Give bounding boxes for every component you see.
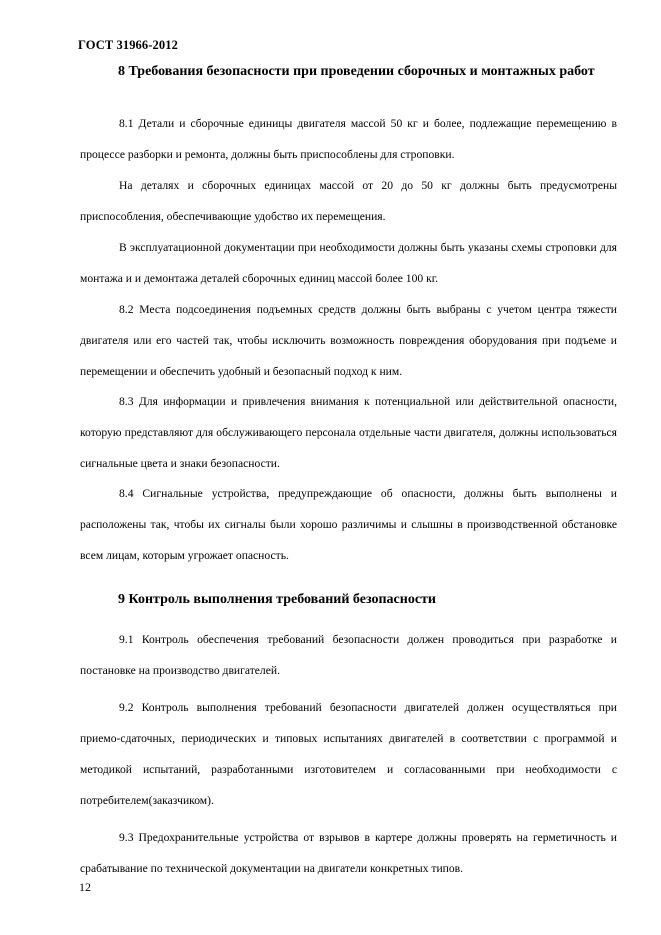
paragraph-8-3: 8.3 Для информации и привлечения внимания к потенциальной или действительной опасности, которую представляют для обслуживающего персонала отдельные части двигателя, должны использоваться сигнальные цвета и знаки безопасности.: [80, 395, 617, 470]
paragraph-8-4: 8.4 Сигнальные устройства, предупреждающие об опасности, должны быть выполнены и расположены так, чтобы их сигналы были хорошо различимы и слышны в производственной обстановке всем лицам, которым угрожает опасность.: [80, 487, 617, 562]
paragraph-9-3: 9.3 Предохранительные устройства от взрывов в картере должны проверять на герметичность и срабатывание по технической документации на двигатели конкретных типов.: [80, 831, 617, 875]
paragraph-9-1: 9.1 Контроль обеспечения требований безопасности должен проводиться при разработке и постановке на производство двигателей.: [80, 633, 617, 677]
paragraph-8-1-c: В эксплуатационной документации при необходимости должны быть указаны схемы строповки для монтажа и и демонтажа деталей сборочных единиц массой более 100 кг.: [80, 241, 617, 285]
paragraph-8-1: 8.1 Детали и сборочные единицы двигателя массой 50 кг и более, подлежащие перемещению в процессе разборки и ремонта, должны быть приспособлены для строповки.: [80, 117, 617, 161]
section-8-heading: 8 Требования безопасности при проведении сборочных и монтажных работ: [118, 64, 595, 79]
paragraph-9-2: 9.2 Контроль выполнения требований безопасности двигателей должен осуществляться при приемо-сдаточных, периодических и типовых испытаниях двигателей в соответствии с программой и методикой испытаний, разработанными изготовителем и согласованными при необходимости с потребителем(заказчиком).: [80, 701, 617, 807]
document-header: ГОСТ 31966-2012: [78, 38, 178, 52]
paragraph-8-1-b: На деталях и сборочных единицах массой от 20 до 50 кг должны быть предусмотрены приспособления, обеспечивающие удобство их перемещения.: [80, 179, 617, 223]
page-number: 12: [79, 880, 91, 894]
section-9-heading: 9 Контроль выполнения требований безопасности: [118, 592, 436, 607]
paragraph-8-2: 8.2 Места подсоединения подъемных средств должны быть выбраны с учетом центра тяжести двигателя или его частей так, чтобы исключить возможность повреждения оборудования при подъеме и перемещении и обеспечить удобный и безопасный подход к ним.: [80, 303, 617, 378]
